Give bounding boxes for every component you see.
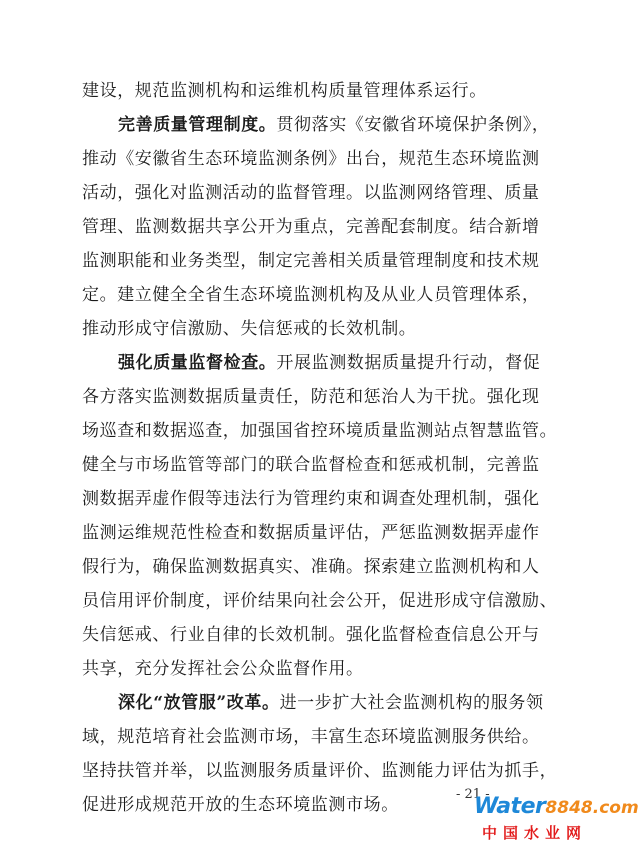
paragraph-line: 推动形成守信激励、失信惩戒的长效机制。: [82, 319, 417, 339]
paragraph-line: 各方落实监测数据质量责任，防范和惩治人为干扰。强化现: [82, 387, 540, 407]
paragraph-line: 坚持扶管并举，以监测服务质量评价、监测能力评估为抓手，: [82, 761, 558, 781]
page-number: - 21 -: [456, 787, 490, 802]
paragraph-line: 域，规范培育社会监测市场，丰富生态环境监测服务供给。: [82, 727, 540, 747]
paragraph-line: 完善质量管理制度。贯彻落实《安徽省环境保护条例》，: [118, 115, 550, 135]
paragraph-line: 促进形成规范开放的生态环境监测市场。: [82, 795, 399, 815]
paragraph-line: 深化“放管服”改革。进一步扩大社会监测机构的服务领: [118, 693, 544, 713]
paragraph-line: 管理、监测数据共享公开为重点，完善配套制度。结合新增: [82, 217, 540, 237]
paragraph-line: 推动《安徽省生态环境监测条例》出台，规范生态环境监测: [82, 149, 540, 169]
watermark-logo: [474, 794, 639, 844]
paragraph-line: 活动，强化对监测活动的监督管理。以监测网络管理、质量: [82, 183, 540, 203]
paragraph-line: 监测职能和业务类型，制定完善相关质量管理制度和技术规: [82, 251, 540, 271]
paragraph-line: 建设，规范监测机构和运维机构质量管理体系运行。: [82, 81, 487, 101]
section-heading: 完善质量管理制度。: [118, 115, 277, 135]
paragraph-line: 健全与市场监管等部门的联合监督检查和惩戒机制，完善监: [82, 455, 540, 475]
section-heading: 深化“放管服”改革。: [118, 693, 280, 713]
paragraph-line: 场巡查和数据巡查，加强国省控环境质量监测站点智慧监管。: [82, 421, 558, 441]
paragraph-line: 假行为，确保监测数据真实、准确。探索建立监测机构和人: [82, 557, 540, 577]
watermark-brand: Water8848.com: [474, 794, 639, 819]
paragraph-line: 测数据弄虚作假等违法行为管理约束和调查处理机制，强化: [82, 489, 540, 509]
paragraph-line: 共享，充分发挥社会公众监督作用。: [82, 659, 364, 679]
paragraph-line: 监测运维规范性检查和数据质量评估，严惩监测数据弄虚作: [82, 523, 540, 543]
paragraph-line: 定。建立健全全省生态环境监测机构及从业人员管理体系，: [82, 285, 540, 305]
paragraph-line: 强化质量监督检查。开展监测数据质量提升行动，督促: [118, 353, 541, 373]
section-heading: 强化质量监督检查。: [118, 353, 277, 373]
paragraph-line: 员信用评价制度，评价结果向社会公开，促进形成守信激励、: [82, 591, 558, 611]
paragraph-line: 失信惩戒、行业自律的长效机制。强化监督检查信息公开与: [82, 625, 540, 645]
watermark-chinese: 中国水业网: [482, 824, 588, 842]
